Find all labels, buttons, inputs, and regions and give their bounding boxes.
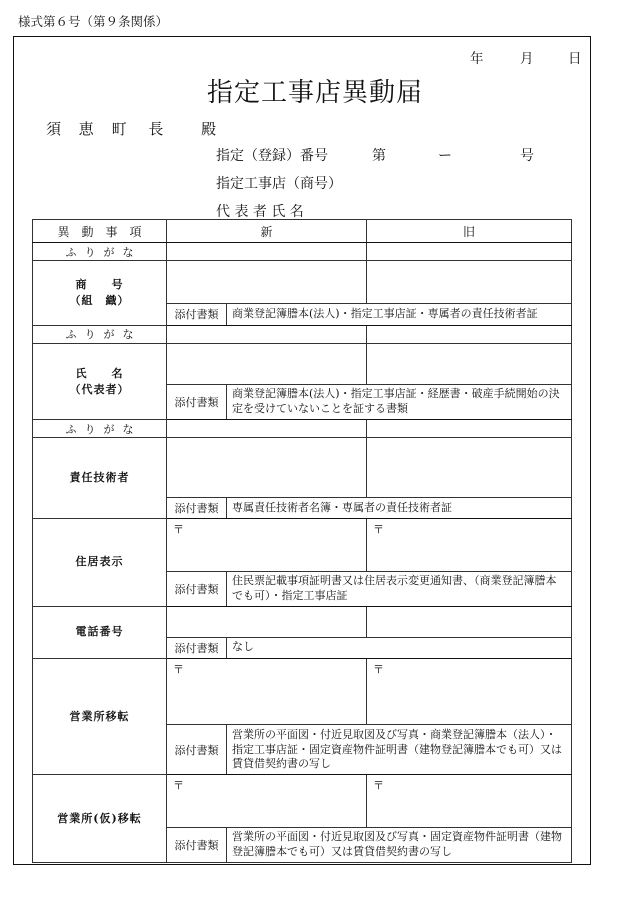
registration-dai: 第: [372, 148, 386, 164]
date-year: 年: [470, 51, 484, 67]
item-name: 氏 名 （代表者）: [33, 343, 167, 419]
new-furigana-field[interactable]: [167, 325, 367, 343]
change-items-table: [32, 219, 572, 863]
postal-mark: 〒: [373, 662, 385, 676]
table-row: [33, 606, 572, 637]
postal-mark: 〒: [373, 779, 385, 793]
new-office-field[interactable]: [167, 658, 367, 725]
table-header: [33, 220, 572, 243]
addressee: [46, 118, 216, 139]
new-value-field[interactable]: [167, 261, 367, 303]
attachment-text: 商業登記簿謄本(法人)・指定工事店証・専属者の責任技術者証: [227, 303, 572, 325]
furigana-label: ふ り が な: [33, 243, 167, 261]
old-furigana-field[interactable]: [367, 243, 572, 261]
attachment-label: 添付書類: [167, 827, 227, 862]
old-furigana-field[interactable]: [367, 325, 572, 343]
representative-name-label: 代 表 者 氏 名: [216, 204, 304, 220]
furigana-label: ふ り が な: [33, 420, 167, 438]
old-phone-field[interactable]: [367, 606, 572, 637]
attachment-text: 住民票記載事項証明書又は住居表示変更通知書、（商業登記簿謄本でも可）・指定工事店証: [227, 571, 572, 606]
attachment-label: 添付書類: [167, 497, 227, 518]
attachment-label: 添付書類: [167, 725, 227, 775]
old-value-field[interactable]: [367, 261, 572, 303]
new-furigana-field[interactable]: [167, 243, 367, 261]
attachment-text: 商業登記簿謄本(法人)・指定工事店証・経歴書・破産手続開始の決定を受けていないことを証する書類: [227, 385, 572, 420]
old-temp-office-field[interactable]: [367, 775, 572, 827]
old-office-field[interactable]: [367, 658, 572, 725]
old-value-field[interactable]: [367, 343, 572, 384]
addressee-char: 長: [148, 120, 164, 138]
registration-dash: ー: [438, 148, 452, 164]
attachment-text: なし: [227, 637, 572, 658]
furigana-label: ふ り が な: [33, 325, 167, 343]
item-name: 商 号 （組 織）: [33, 261, 167, 326]
attachment-label: 添付書類: [167, 571, 227, 606]
attachment-text: 営業所の平面図・付近見取図及び写真・商業登記簿謄本（法人）・指定工事店証・固定資産物件証明書（建物登記簿謄本でも可）又は賃貸借契約書の写し: [227, 725, 572, 775]
postal-mark: 〒: [173, 523, 184, 537]
table-row: [33, 243, 572, 261]
table-row: [33, 658, 572, 725]
registration-go: 号: [520, 148, 534, 164]
postal-mark: 〒: [173, 662, 184, 676]
old-value-field[interactable]: [367, 438, 572, 498]
new-address-field[interactable]: [167, 519, 367, 571]
item-name: 責任技術者: [33, 438, 167, 519]
table-row: [33, 519, 572, 571]
old-address-field[interactable]: [367, 519, 572, 571]
item-name: 営業所(仮)移転: [33, 775, 167, 863]
item-name: 営業所移転: [33, 658, 167, 774]
addressee-char: 須: [46, 120, 62, 138]
postal-mark: 〒: [373, 523, 385, 537]
old-furigana-field[interactable]: [367, 420, 572, 438]
new-phone-field[interactable]: [167, 606, 367, 637]
postal-mark: 〒: [173, 779, 184, 793]
document-title: 指定工事店異動届: [206, 78, 423, 108]
table-row: [33, 325, 572, 343]
registration-number-label: 指定（登録）番号: [216, 148, 328, 164]
table-row: [33, 261, 572, 303]
new-value-field[interactable]: [167, 343, 367, 384]
header-item: 異 動 事 項: [33, 220, 167, 243]
table-row: [33, 420, 572, 438]
date-day: 日: [568, 51, 582, 67]
table-row: [33, 775, 572, 827]
item-name: 電話番号: [33, 606, 167, 658]
attachment-label: 添付書類: [167, 303, 227, 325]
addressee-char: 殿: [201, 120, 217, 138]
date-month: 月: [520, 51, 534, 67]
form-number: 様式第６号（第９条関係）: [18, 14, 169, 29]
attachment-label: 添付書類: [167, 637, 227, 658]
table-row: [33, 343, 572, 384]
table-row: [33, 438, 572, 498]
new-temp-office-field[interactable]: [167, 775, 367, 827]
addressee-char: 町: [111, 120, 127, 138]
header-new: 新: [167, 220, 367, 243]
header-old: 旧: [367, 220, 572, 243]
item-name: 住居表示: [33, 519, 167, 606]
shop-name-label: 指定工事店（商号）: [216, 176, 342, 192]
attachment-text: 専属責任技術者名簿・専属者の責任技術者証: [227, 497, 572, 518]
attachment-label: 添付書類: [167, 385, 227, 420]
addressee-char: 恵: [78, 120, 94, 138]
attachment-text: 営業所の平面図・付近見取図及び写真・固定資産物件証明書（建物登記簿謄本でも可）又は賃貸借契約書の写し: [227, 827, 572, 862]
new-value-field[interactable]: [167, 438, 367, 498]
new-furigana-field[interactable]: [167, 420, 367, 438]
